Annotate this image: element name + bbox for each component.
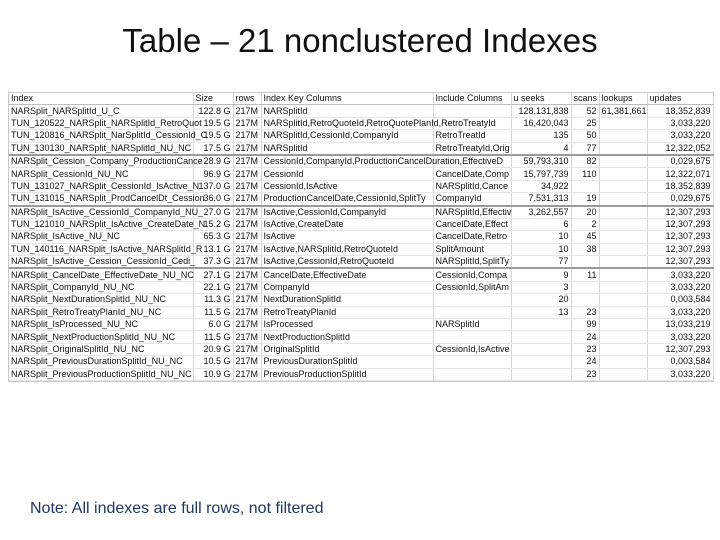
cell-include-columns [433,368,511,380]
cell-lookups [599,142,647,155]
cell-include-columns: SplitAmount [433,243,511,255]
cell-seeks: 13 [511,306,571,318]
cell-size: 17.5 G [193,142,233,155]
cell-lookups [599,268,647,281]
cell-size: 11.5 G [193,331,233,343]
cell-updates: 3,033,220 [647,268,713,281]
cell-size: 27.1 G [193,268,233,281]
cell-size: 10.5 G [193,356,233,368]
cell-size: 13.1 G [193,243,233,255]
cell-key-columns: NextProductionSplitId [261,331,433,343]
cell-lookups: 61,381,661 [599,105,647,117]
cell-lookups [599,356,647,368]
table-row [9,130,713,142]
table-row [9,268,713,281]
cell-key-columns: IsProcessed [261,319,433,331]
cell-key-columns: NARSplitId [261,142,433,155]
cell-size: 28.9 G [193,155,233,168]
cell-seeks: 10 [511,231,571,243]
cell-include-columns: NARSplitId,Cance [433,180,511,192]
header-lookups: lookups [599,93,647,105]
cell-rows: 217M [233,105,261,117]
cell-updates: 12,307,293 [647,231,713,243]
cell-scans: 77 [571,142,599,155]
cell-lookups [599,343,647,355]
cell-updates: 0,029,675 [647,193,713,206]
cell-lookups [599,243,647,255]
cell-key-columns: IsActive,CessionId,RetroQuoteId [261,256,433,269]
header-row [9,93,713,105]
cell-key-columns: PreviousProductionSplitId [261,368,433,380]
index-table [9,93,714,381]
cell-key-columns: IsActive,CreateDate [261,218,433,230]
cell-scans: 11 [571,268,599,281]
cell-size: 20.9 G [193,343,233,355]
table-row [9,319,713,331]
cell-index: NARSplit_IsActive_CessionId_CompanyId_NU_ [11,206,204,217]
cell-seeks: 9 [511,268,571,281]
cell-index: NARSplit_Cession_Company_ProductionCance [11,156,203,167]
cell-scans [571,256,599,269]
cell-include-columns: CompanyId [433,193,511,206]
cell-lookups [599,281,647,293]
cell-lookups [599,117,647,129]
cell-include-columns: CancelDate,Retro [433,231,511,243]
table-row [9,168,713,180]
header-seeks: u seeks [511,93,571,105]
cell-include-columns: CancelDate,Effect [433,218,511,230]
cell-key-columns: OriginalSplitId [261,343,433,355]
cell-size: 137.0 G [193,180,233,192]
cell-index: TUN_131027_NARSplit_CessionId_IsActive_N [11,180,200,191]
table-row [9,294,713,306]
header-updates: updates [647,93,713,105]
slide-title: Table – 21 nonclustered Indexes [122,22,598,59]
cell-updates: 13,033,219 [647,319,713,331]
cell-include-columns: RetroTreatId [433,130,511,142]
cell-key-columns: CessionId,CompanyId,ProductionCancelDuration,EffectiveD [261,155,433,168]
cell-index: NARSplit_IsActive_Cession_CessionId_Cedi_ [9,256,193,269]
cell-seeks: 59,793,310 [511,155,571,168]
cell-size: 19.5 G [193,130,233,142]
cell-updates: 12,307,293 [647,218,713,230]
header-size: Size [193,93,233,105]
cell-lookups [599,155,647,168]
cell-scans: 23 [571,343,599,355]
cell-seeks: 4 [511,142,571,155]
cell-updates: 3,033,220 [647,368,713,380]
cell-key-columns: CancelDate,EffectiveDate [261,268,433,281]
cell-seeks: 16,420,043 [511,117,571,129]
cell-index: TUN_140116_NARSplit_IsActive_NARSplitId_R [11,243,203,254]
cell-scans: 38 [571,243,599,255]
cell-key-columns: RetroTreatyPlanId [261,306,433,318]
header-index: Index [9,93,193,105]
cell-size: 37.3 G [193,256,233,269]
cell-index: NARSplit_PreviousProductionSplitId_NU_NC [11,368,192,379]
cell-scans: 20 [571,206,599,219]
table-row [9,155,713,168]
cell-rows: 217M [233,319,261,331]
cell-updates: 12,307,293 [647,243,713,255]
cell-scans: 23 [571,306,599,318]
cell-key-columns: IsActive,CessionId,CompanyId [261,206,433,219]
cell-include-columns [433,331,511,343]
cell-seeks: 135 [511,130,571,142]
cell-seeks [511,319,571,331]
cell-include-columns: NARSplitId [433,319,511,331]
cell-lookups [599,218,647,230]
cell-rows: 217M [233,294,261,306]
cell-seeks: 7,531,313 [511,193,571,206]
cell-lookups [599,294,647,306]
table-row [9,117,713,129]
cell-seeks: 10 [511,243,571,255]
header-include-columns: Include Columns [433,93,511,105]
cell-include-columns [433,356,511,368]
cell-seeks: 77 [511,256,571,269]
cell-seeks [511,356,571,368]
cell-lookups [599,193,647,206]
cell-key-columns: NARSplitId,CessionId,CompanyId [261,130,433,142]
cell-scans [571,294,599,306]
cell-lookups [599,319,647,331]
table-row [9,180,713,192]
cell-index: NARSplit_OriginalSplitId_NU_NC [9,343,193,355]
cell-updates: 18,352,839 [647,180,713,192]
cell-rows: 217M [233,180,261,192]
table-row [9,343,713,355]
cell-seeks: 128,131,838 [511,105,571,117]
cell-lookups [599,256,647,269]
header-key-columns: Index Key Columns [261,93,433,105]
table-row [9,231,713,243]
cell-size: 11.3 G [193,294,233,306]
cell-index: NARSplit_CompanyId_NU_NC [9,281,193,293]
cell-scans: 50 [571,130,599,142]
cell-rows: 217M [233,281,261,293]
cell-lookups [599,168,647,180]
cell-include-columns: RetroTreatyId,Orig [433,142,511,155]
cell-size: 65.3 G [193,231,233,243]
cell-updates: 0,003,584 [647,356,713,368]
cell-rows: 217M [233,256,261,269]
cell-lookups [599,206,647,219]
cell-size: 15.2 G [193,218,233,230]
cell-index: NARSplit_NextDurationSplitId_NU_NC [9,294,193,306]
cell-scans: 45 [571,231,599,243]
cell-include-columns: CancelDate,Comp [433,168,511,180]
table-row [9,356,713,368]
cell-index: NARSplit_IsActive_NU_NC [9,231,193,243]
index-table-sheet [8,92,714,382]
cell-rows: 217M [233,155,261,168]
table-row [9,142,713,155]
cell-rows: 217M [233,243,261,255]
cell-rows: 217M [233,206,261,219]
cell-key-columns: NARSplitId,RetroQuoteId,RetroQuotePlanId,RetroTreatyId [261,117,433,129]
cell-updates: 3,033,220 [647,331,713,343]
table-row [9,368,713,380]
cell-size: 27.0 G [193,206,233,219]
cell-scans: 24 [571,331,599,343]
cell-rows: 217M [233,306,261,318]
cell-seeks: 15,797,739 [511,168,571,180]
cell-rows: 217M [233,130,261,142]
cell-size: 19.5 G [193,117,233,129]
cell-include-columns: CessionId,Compa [433,268,511,281]
cell-seeks [511,343,571,355]
cell-scans: 25 [571,117,599,129]
table-row [9,218,713,230]
table-row [9,331,713,343]
cell-size: 11.5 G [193,306,233,318]
cell-updates: 3,033,220 [647,306,713,318]
cell-scans: 82 [571,155,599,168]
cell-rows: 217M [233,142,261,155]
cell-index: TUN_131015_NARSplit_ProdCancelDt_Cession [9,193,193,206]
cell-scans: 23 [571,368,599,380]
cell-size: 122.8 G [193,105,233,117]
header-scans: scans [571,93,599,105]
cell-include-columns: NARSplitId,SplitTy [433,256,511,269]
footnote: Note: All indexes are full rows, not filtered [30,500,324,517]
cell-scans: 110 [571,168,599,180]
table-row [9,206,713,219]
cell-key-columns: IsActive [261,231,433,243]
cell-key-columns: CompanyId [261,281,433,293]
cell-updates: 12,307,293 [647,206,713,219]
cell-include-columns [433,294,511,306]
cell-lookups [599,180,647,192]
cell-seeks [511,331,571,343]
cell-include-columns: NARSplitId,Effectiv [433,206,511,219]
cell-include-columns [433,306,511,318]
cell-scans [571,180,599,192]
cell-seeks: 3 [511,281,571,293]
cell-seeks: 3,262,557 [511,206,571,219]
table-row [9,256,713,269]
cell-updates: 12,307,293 [647,343,713,355]
table-row [9,281,713,293]
cell-seeks [511,368,571,380]
header-rows: rows [233,93,261,105]
cell-index: NARSplit_NextProductionSplitId_NU_NC [9,331,193,343]
cell-include-columns: CessionId,SplitAm [433,281,511,293]
cell-updates: 3,033,220 [647,117,713,129]
cell-rows: 217M [233,268,261,281]
cell-index: NARSplit_NARSplitId_U_C [9,105,193,117]
cell-index: NARSplit_IsProcessed_NU_NC [9,319,193,331]
table-row [9,193,713,206]
cell-updates: 0,003,584 [647,294,713,306]
cell-key-columns: CessionId,IsActive [261,180,433,192]
cell-updates: 12,307,293 [647,256,713,269]
cell-size: 10.9 G [193,368,233,380]
cell-size: 6.0 G [193,319,233,331]
cell-include-columns: CessionId,IsActive [433,343,511,355]
cell-size: 96.9 G [193,168,233,180]
cell-seeks: 20 [511,294,571,306]
cell-rows: 217M [233,231,261,243]
cell-rows: 217M [233,193,261,206]
cell-index: NARSplit_CancelDate_EffectiveDate_NU_NC [11,269,194,280]
cell-rows: 217M [233,331,261,343]
cell-lookups [599,306,647,318]
cell-rows: 217M [233,343,261,355]
cell-updates: 12,322,071 [647,168,713,180]
cell-index: NARSplit_RetroTreatyPlanId_NU_NC [9,306,193,318]
cell-lookups [599,130,647,142]
table-row [9,243,713,255]
cell-updates: 12,322,052 [647,142,713,155]
table-row [9,105,713,117]
cell-rows: 217M [233,168,261,180]
cell-key-columns: CessionId [261,168,433,180]
cell-index: NARSplit_PreviousDurationSplitId_NU_NC [9,356,193,368]
cell-updates: 0,029,675 [647,155,713,168]
cell-rows: 217M [233,117,261,129]
cell-updates: 3,033,220 [647,281,713,293]
cell-key-columns: PreviousDurationSplitId [261,356,433,368]
cell-scans: 99 [571,319,599,331]
cell-rows: 217M [233,356,261,368]
cell-scans [571,281,599,293]
cell-updates: 18,352,839 [647,105,713,117]
cell-scans: 52 [571,105,599,117]
cell-key-columns: NextDurationSplitId [261,294,433,306]
cell-seeks: 34,922 [511,180,571,192]
cell-key-columns: ProductionCancelDate,CessionId,SplitTy [261,193,433,206]
cell-seeks: 6 [511,218,571,230]
table-row [9,306,713,318]
cell-scans: 19 [571,193,599,206]
cell-index: TUN_130130_NARSplit_NARSplitId_NU_NC [9,142,193,155]
cell-size: 22.1 G [193,281,233,293]
cell-rows: 217M [233,368,261,380]
cell-scans: 24 [571,356,599,368]
table-body [9,105,713,381]
cell-index: TUN_120522_NARSplit_NARSplitId_RetroQuot [11,117,202,128]
cell-key-columns: NARSplitId [261,105,433,117]
cell-lookups [599,368,647,380]
cell-updates: 3,033,220 [647,130,713,142]
cell-lookups [599,231,647,243]
cell-index: TUN_121010_NARSplit_IsActive_CreateDate_N [11,219,206,230]
cell-scans: 2 [571,218,599,230]
cell-index: TUN_120816_NARSplit_NarSplitId_CessionId_C [11,130,208,141]
cell-include-columns [433,105,511,117]
cell-rows: 217M [233,218,261,230]
cell-size: 36.0 G [193,193,233,206]
cell-index: NARSplit_CessionId_NU_NC [9,168,193,180]
cell-key-columns: IsActive,NARSplitId,RetroQuoteId [261,243,433,255]
cell-lookups [599,331,647,343]
